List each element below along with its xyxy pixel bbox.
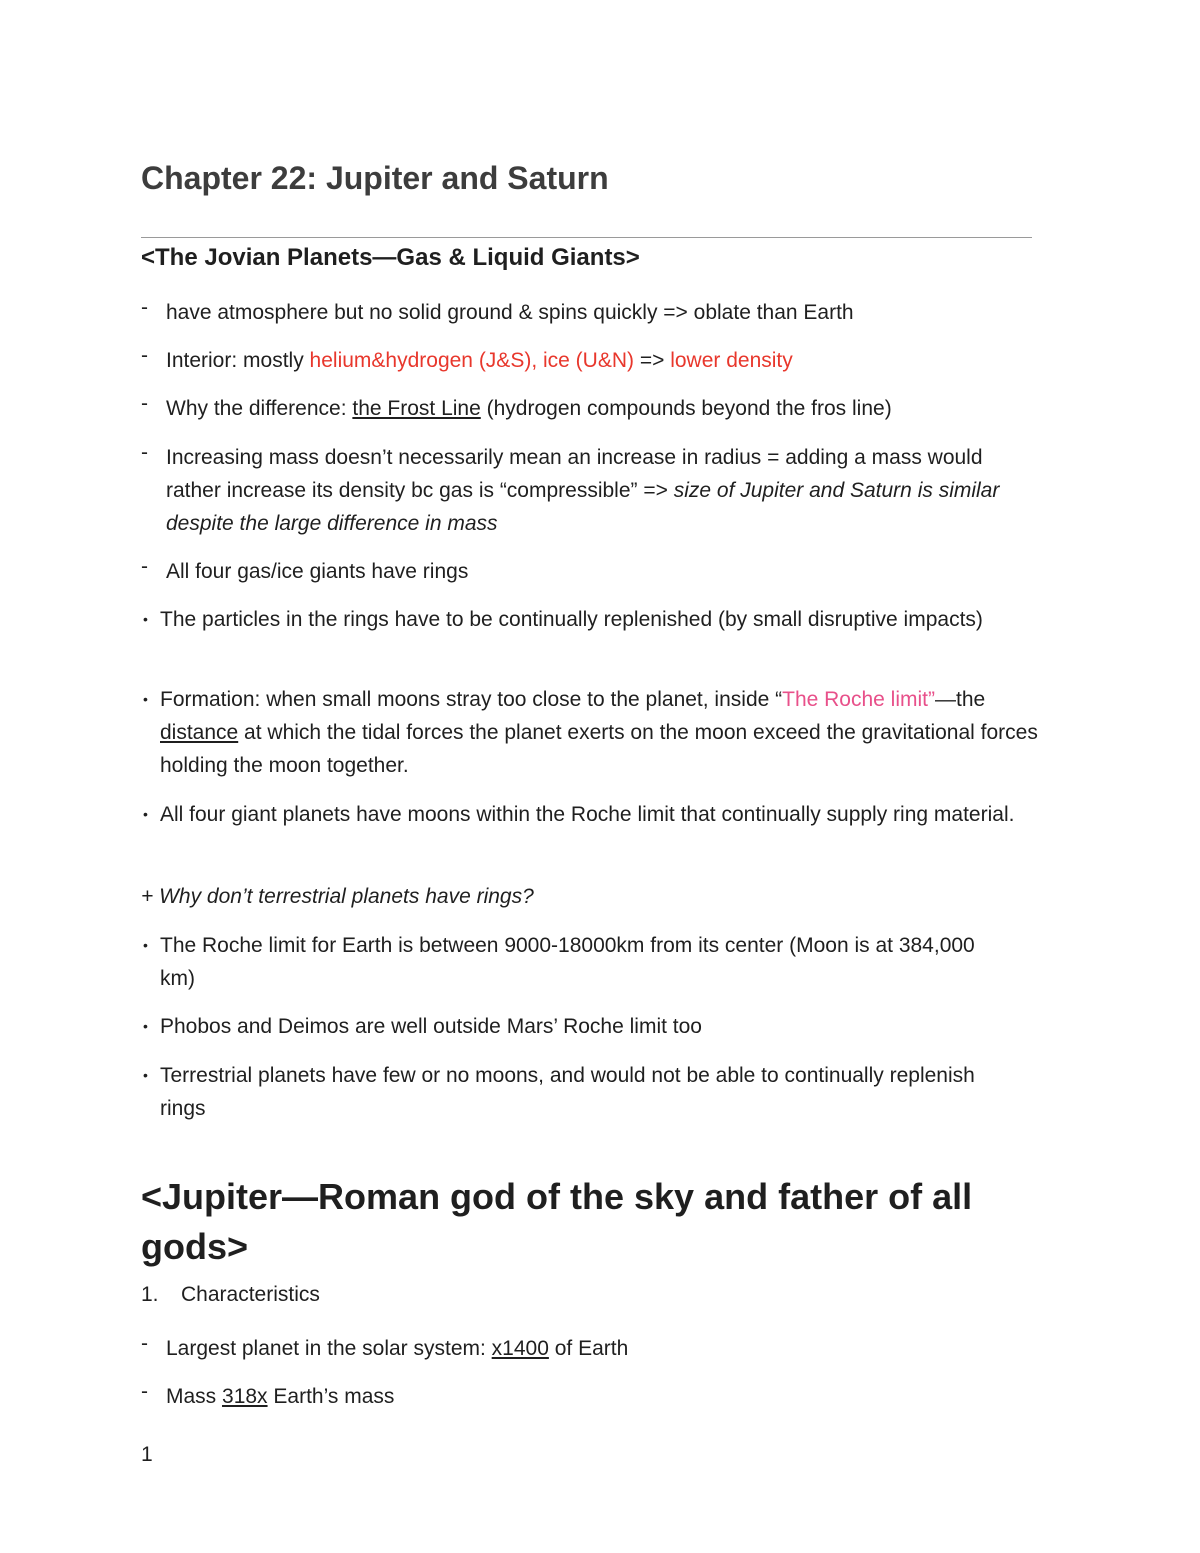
list-item-text: All four giant planets have moons within the Roche limit that continually supply ring material. (160, 803, 1015, 826)
dash-marker: - (141, 296, 148, 319)
list-item-text (166, 1332, 1041, 1365)
list-item-text: All four gas/ice giants have rings (166, 560, 469, 583)
list-item-text (160, 683, 1041, 782)
underlined-value: 318x (222, 1385, 268, 1408)
list-item-text: The Roche limit for Earth is between 9000-18000km from its center (Moon is at 384,000 km) (160, 934, 975, 990)
text-run: Largest planet in the solar system: (166, 1337, 492, 1360)
list-label: Characteristics (181, 1283, 320, 1306)
text-run: (hydrogen compounds beyond the fros line) (480, 397, 892, 420)
text-run: Earth’s mass (267, 1385, 395, 1408)
text-run: => (634, 349, 671, 372)
dash-marker: - (141, 344, 148, 367)
list-item-text: Phobos and Deimos are well outside Mars’ Roche limit too (160, 1015, 702, 1038)
list-item (141, 798, 1041, 831)
list-item (141, 1332, 1041, 1365)
highlight-roche-limit: The Roche limit” (782, 688, 936, 711)
highlight-density: lower density (670, 349, 793, 372)
dash-marker: - (141, 555, 148, 578)
text-run: Interior: mostly (166, 349, 310, 372)
list-item-text: The particles in the rings have to be continually replenished (by small disruptive impacts) (160, 608, 983, 631)
section-heading-jovian: <The Jovian Planets—Gas & Liquid Giants> (141, 244, 640, 271)
bullet-marker: • (143, 611, 148, 627)
text-run: at which the tidal forces the planet exerts on the moon exceed the gravitational forces holding the moon together. (160, 721, 1038, 777)
underlined-frost-line: the Frost Line (352, 397, 481, 420)
bullet-marker: • (143, 691, 148, 707)
list-item (141, 1059, 1011, 1125)
page-number: 1 (141, 1443, 153, 1466)
list-item (141, 392, 1041, 425)
dash-marker: - (141, 441, 148, 464)
text-run: Increasing mass doesn’t necessarily mean an increase in radius = adding a mass would rather increase its density bc gas is “compressible” => (166, 446, 983, 502)
list-item-text (166, 344, 1041, 377)
text-run: of Earth (548, 1337, 629, 1360)
question-line: + Why don’t terrestrial planets have rings? (141, 885, 534, 908)
list-item (141, 441, 1021, 540)
list-item-text: have atmosphere but no solid ground & spins quickly => oblate than Earth (166, 301, 854, 324)
list-item (141, 929, 1011, 995)
title-divider (141, 237, 1032, 238)
list-item (141, 603, 1021, 636)
list-item (141, 1010, 1041, 1043)
dash-marker: - (141, 1380, 148, 1403)
list-item-text (166, 392, 1041, 425)
list-item (141, 296, 1041, 329)
list-item (141, 555, 1041, 588)
chapter-title: Chapter 22: Jupiter and Saturn (141, 160, 609, 196)
list-item-text: Terrestrial planets have few or no moons, and would not be able to continually replenish rings (160, 1064, 975, 1120)
section-heading-jupiter: <Jupiter—Roman god of the sky and father of all gods> (141, 1176, 973, 1267)
list-item-text (166, 1380, 1041, 1413)
list-item (141, 344, 1041, 377)
underlined-value: x1400 (491, 1337, 549, 1360)
list-number: 1. (141, 1283, 159, 1306)
bullet-marker: • (143, 937, 148, 953)
italic-note: size of Jupiter and Saturn is similar despite the large difference in mass (166, 479, 1000, 535)
underlined-distance: distance (160, 721, 239, 744)
list-item (141, 683, 1041, 782)
bullet-marker: • (143, 1067, 148, 1083)
text-run: Why the difference: (166, 397, 353, 420)
bullet-marker: • (143, 1018, 148, 1034)
dash-marker: - (141, 1332, 148, 1355)
bullet-marker: • (143, 806, 148, 822)
text-run: —the (935, 688, 986, 711)
text-run: Formation: when small moons stray too close to the planet, inside “ (160, 688, 783, 711)
list-item-text (166, 441, 1021, 540)
highlight-composition: helium&hydrogen (J&S), ice (U&N) (309, 349, 634, 372)
numbered-item (141, 1283, 320, 1307)
dash-marker: - (141, 392, 148, 415)
list-item (141, 1380, 1041, 1413)
text-run: Mass (166, 1385, 223, 1408)
